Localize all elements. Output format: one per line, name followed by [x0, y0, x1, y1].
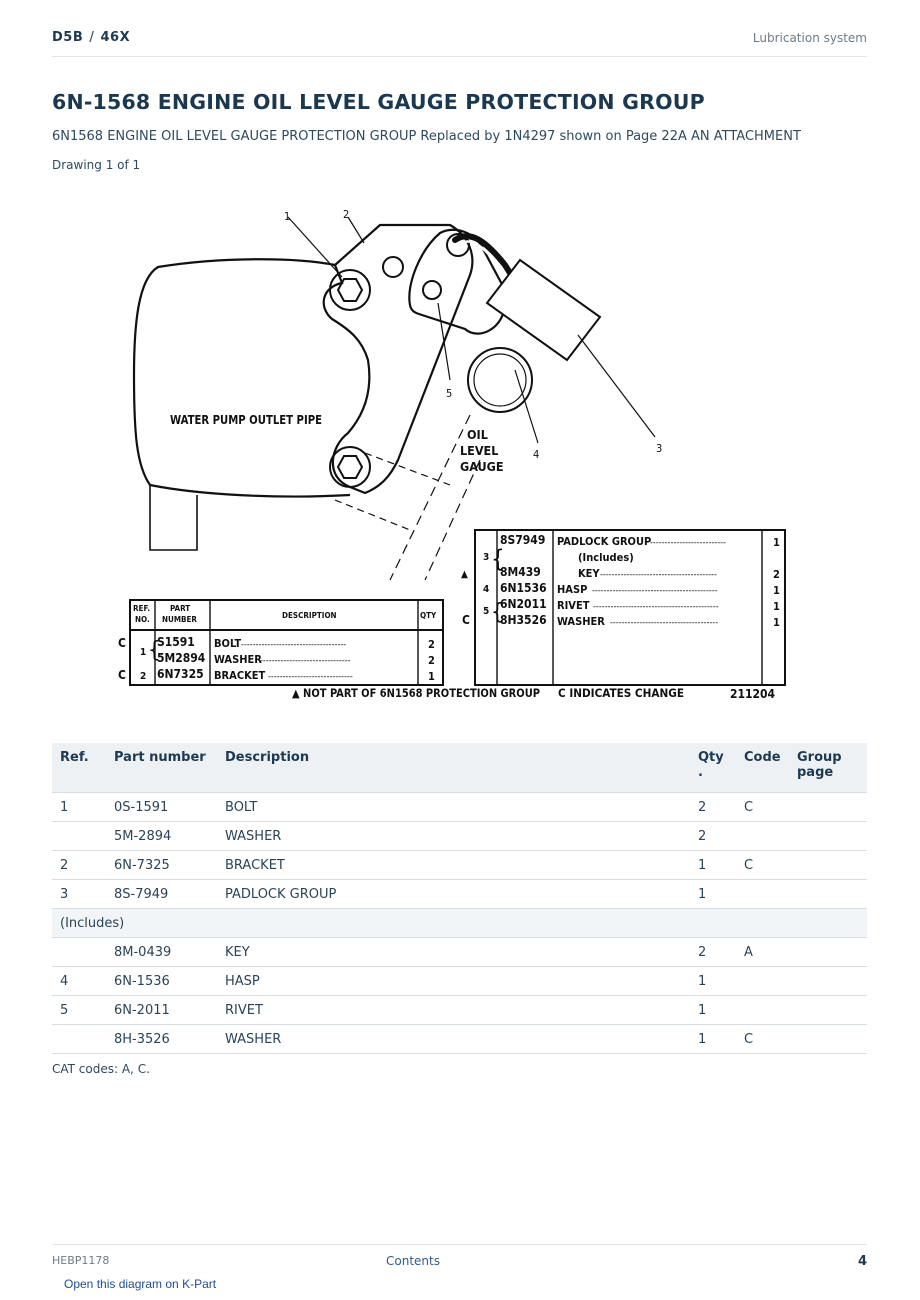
table-row	[52, 967, 867, 996]
lt-header-ref-2: NO.	[135, 615, 150, 624]
padlock-body	[487, 260, 600, 360]
page-footer	[52, 1244, 867, 1275]
header-description: Description	[217, 743, 690, 793]
table-row	[52, 996, 867, 1025]
label-gauge-line-2: LEVEL	[460, 443, 499, 458]
pipe-outline	[134, 259, 350, 496]
rt-row5-qty: 1	[773, 600, 780, 613]
lt-row3-change: C	[118, 668, 126, 682]
rt-row5-ref: 5	[483, 606, 490, 617]
cell-code	[736, 880, 789, 909]
cell-group-page	[789, 996, 867, 1025]
svg-text:------------------------------: -------------------------------------------	[592, 586, 718, 596]
bracket-hole	[383, 257, 403, 277]
cell-description: HASP	[217, 967, 690, 996]
cell-part-number[interactable]: 6N-7325	[106, 851, 217, 880]
cell-code: C	[736, 793, 789, 822]
cell-group-page	[789, 793, 867, 822]
table-row	[52, 851, 867, 880]
svg-text:------------------------------: ----------------------------------------	[600, 570, 717, 580]
rt-row2-desc: (Includes)	[578, 551, 634, 564]
lt-row1-part: S1591	[157, 635, 195, 649]
header-qty: Qty .	[690, 743, 736, 793]
cell-group-page	[789, 938, 867, 967]
rt-row4-part: 6N1536	[500, 581, 547, 595]
table-row	[52, 793, 867, 822]
svg-text:------------------------------: -------------------------------	[260, 656, 351, 666]
rt-row1-qty: 1	[773, 536, 780, 549]
cell-part-number[interactable]: 8S-7949	[106, 880, 217, 909]
table-row	[52, 822, 867, 851]
bolt-head-top	[338, 279, 362, 301]
page-title: 6N-1568 ENGINE OIL LEVEL GAUGE PROTECTION GROUP	[52, 90, 705, 114]
header-code: Code	[736, 743, 789, 793]
parts-table-header	[52, 743, 867, 793]
group-subtitle: 6N1568 ENGINE OIL LEVEL GAUGE PROTECTION GROUP Replaced by 1N4297 shown on Page 22A AN ATTACHMENT	[52, 129, 801, 144]
label-gauge-line-3: GAUGE	[460, 459, 504, 474]
cell-qty: 2	[690, 822, 736, 851]
header-group-page: Group page	[789, 743, 867, 793]
lt-header-desc: DESCRIPTION	[282, 611, 337, 620]
gauge-dash-3	[390, 415, 470, 580]
rt-row5-part: 6N2011	[500, 597, 547, 611]
table-row	[52, 1025, 867, 1054]
cell-part-number[interactable]: 6N-2011	[106, 996, 217, 1025]
cell-ref: 1	[52, 793, 106, 822]
cell-description: BRACKET	[217, 851, 690, 880]
cell-ref: 3	[52, 880, 106, 909]
cell-code	[736, 967, 789, 996]
cell-ref	[52, 1025, 106, 1054]
svg-text:{: {	[491, 545, 505, 573]
lt-row2-qty: 2	[428, 654, 435, 667]
cell-code	[736, 822, 789, 851]
breadcrumb-serial[interactable]: 46X	[100, 30, 131, 45]
cell-qty: 1	[690, 1025, 736, 1054]
table-row	[52, 938, 867, 967]
rt-row4-qty: 1	[773, 584, 780, 597]
cell-code	[736, 996, 789, 1025]
parts-table	[52, 743, 867, 1054]
rivet	[423, 281, 441, 299]
drawing-number: 211204	[730, 687, 776, 701]
lt-header-qty: QTY	[420, 611, 437, 620]
leader-1	[288, 217, 342, 277]
rt-row2-ref: 3	[483, 552, 490, 563]
breadcrumb	[52, 30, 130, 45]
page-number: 4	[857, 1254, 867, 1269]
cell-ref: 2	[52, 851, 106, 880]
cell-qty: 1	[690, 880, 736, 909]
callout-4: 4	[533, 448, 540, 461]
drawing-count: Drawing 1 of 1	[52, 158, 141, 172]
diagram-left-table	[118, 600, 443, 685]
bolt-head-bottom	[338, 456, 362, 478]
cell-qty: 1	[690, 851, 736, 880]
table-row	[52, 880, 867, 909]
cell-group-page	[789, 967, 867, 996]
diagram-drawing	[110, 195, 810, 715]
lt-header-part-1: PART	[170, 604, 191, 613]
cell-part-number[interactable]: 8M-0439	[106, 938, 217, 967]
lt-row3-desc: BRACKET	[214, 669, 266, 682]
cell-note: (Includes)	[52, 909, 867, 938]
open-in-kpart-link[interactable]: Open this diagram on K-Part	[64, 1277, 217, 1291]
lt-row1-desc: BOLT	[214, 637, 242, 650]
bolt-washer-top	[330, 270, 370, 310]
cell-code: C	[736, 1025, 789, 1054]
cell-ref: 5	[52, 996, 106, 1025]
footnote-not-part: ▲ NOT PART OF 6N1568 PROTECTION GROUP	[292, 686, 541, 700]
lt-row3-qty: 1	[428, 670, 435, 683]
gauge-ring-outer	[468, 348, 532, 412]
rt-row6-change: C	[462, 613, 470, 627]
cell-code: C	[736, 851, 789, 880]
cell-ref	[52, 938, 106, 967]
svg-text:--------------------------: --------------------------	[650, 538, 726, 548]
lt-row1-ref: 1	[140, 647, 147, 658]
cell-code: A	[736, 938, 789, 967]
leader-3	[578, 335, 655, 437]
svg-text:-----------------------------: -----------------------------	[268, 672, 353, 682]
rt-row3-mark: ▲	[461, 569, 468, 580]
label-gauge-line-1: OIL	[467, 427, 488, 442]
cell-part-number[interactable]: 8H-3526	[106, 1025, 217, 1054]
header-part-number: Part number	[106, 743, 217, 793]
svg-text:------------------------------: -------------------------------------------	[593, 602, 719, 612]
rt-row6-part: 8H3526	[500, 613, 547, 627]
cell-description: WASHER	[217, 822, 690, 851]
lt-row1-change: C	[118, 636, 126, 650]
rt-row1-desc: PADLOCK GROUP	[557, 535, 652, 548]
callout-1: 1	[284, 210, 291, 223]
lt-row2-desc: WASHER	[214, 653, 262, 666]
lt-header-part-2: NUMBER	[162, 615, 197, 624]
header-ref: Ref.	[52, 743, 106, 793]
lt-header-ref-1: REF.	[133, 604, 150, 613]
rt-row4-ref: 4	[483, 584, 490, 595]
lt-row2-part: 5M2894	[157, 651, 206, 665]
footnote-change: C INDICATES CHANGE	[558, 686, 684, 700]
cell-qty: 1	[690, 967, 736, 996]
cell-description: PADLOCK GROUP	[217, 880, 690, 909]
gauge-dash-1	[365, 453, 450, 485]
lt-row3-ref: 2	[140, 671, 147, 682]
svg-text:------------------------------: -------------------------------------	[610, 618, 719, 628]
page-header	[52, 28, 867, 57]
cell-group-page	[789, 880, 867, 909]
rt-row1-part: 8S7949	[500, 533, 546, 547]
rt-row6-qty: 1	[773, 616, 780, 629]
svg-text:{: {	[491, 600, 504, 625]
leader-5	[438, 303, 450, 380]
parts-diagram[interactable]	[110, 195, 810, 715]
table-note-row	[52, 909, 867, 938]
diagram-right-table	[461, 530, 785, 685]
lt-row1-qty: 2	[428, 638, 435, 651]
cell-part-number[interactable]: 5M-2894	[106, 822, 217, 851]
bracket-shape	[324, 225, 473, 493]
cell-qty: 1	[690, 996, 736, 1025]
cell-qty: 2	[690, 938, 736, 967]
rt-row3-qty: 2	[773, 568, 780, 581]
cell-part-number[interactable]: 6N-1536	[106, 967, 217, 996]
lt-row3-part: 6N7325	[157, 667, 204, 681]
contents-link[interactable]: Contents	[386, 1254, 440, 1268]
cell-ref: 4	[52, 967, 106, 996]
cell-description: WASHER	[217, 1025, 690, 1054]
breadcrumb-separator: /	[89, 30, 95, 45]
callout-3: 3	[656, 442, 663, 455]
cell-description: KEY	[217, 938, 690, 967]
cell-qty: 2	[690, 793, 736, 822]
rt-row4-desc: HASP	[557, 583, 588, 596]
cell-description: RIVET	[217, 996, 690, 1025]
gauge-dash-2	[335, 500, 410, 530]
bolt-washer-bottom	[330, 447, 370, 487]
section-name: Lubrication system	[752, 31, 867, 45]
rt-row3-desc: KEY	[578, 567, 600, 580]
gauge-dash-4	[425, 460, 480, 580]
hasp-shape	[409, 230, 505, 334]
label-water-pump-pipe: WATER PUMP OUTLET PIPE	[170, 412, 322, 427]
callout-5: 5	[446, 387, 453, 400]
cell-description: BOLT	[217, 793, 690, 822]
cell-part-number[interactable]: 0S-1591	[106, 793, 217, 822]
document-id: HEBP1178	[52, 1254, 110, 1267]
svg-text:------------------------------: ------------------------------------	[241, 640, 347, 650]
rt-row5-desc: RIVET	[557, 599, 590, 612]
cell-group-page	[789, 851, 867, 880]
rt-row3-part: 8M439	[500, 565, 541, 579]
leader-2	[348, 217, 364, 243]
rt-row6-desc: WASHER	[557, 615, 605, 628]
pipe-stub	[150, 485, 197, 550]
cat-codes-note: CAT codes: A, C.	[52, 1062, 150, 1076]
cell-group-page	[789, 822, 867, 851]
svg-text:{: {	[148, 638, 161, 663]
cell-ref	[52, 822, 106, 851]
breadcrumb-model[interactable]: D5B	[52, 30, 84, 45]
callout-2: 2	[343, 208, 350, 221]
cell-group-page	[789, 1025, 867, 1054]
